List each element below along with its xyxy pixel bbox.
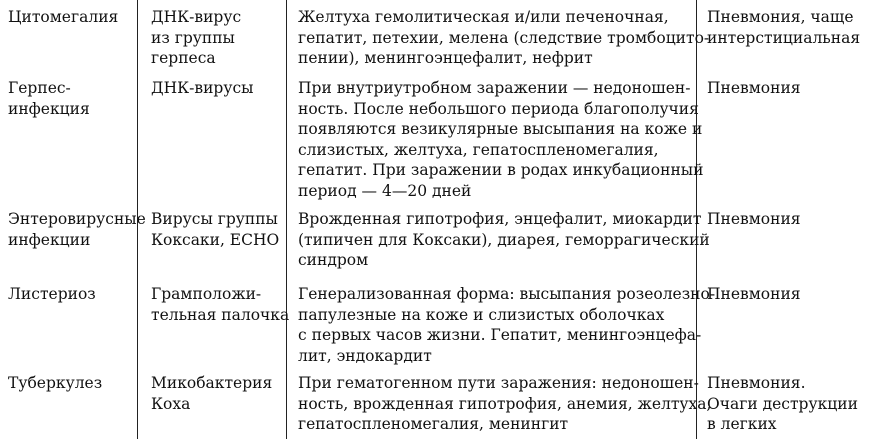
lungs-text: Пневмония xyxy=(707,210,801,228)
manifestations-text: период — 4—20 дней xyxy=(298,181,472,200)
manifestations-text: гепатит. При заражении в родах инкубационный xyxy=(298,161,704,179)
pathogen-text: Коха xyxy=(151,394,191,413)
pathogen-text: герпеса xyxy=(151,49,216,67)
manifestations-text: пении), менингоэнцефалит, нефрит xyxy=(298,49,593,67)
lungs-cell xyxy=(707,7,860,48)
disease-text: Герпес- xyxy=(8,79,71,97)
manifestations-text: Врожденная гипотрофия, энцефалит, миокардит xyxy=(298,210,702,228)
pathogen-text: тельная палочка xyxy=(151,305,290,324)
pathogen-cell xyxy=(151,209,279,250)
disease-text: Листериоз xyxy=(8,285,96,303)
pathogen-cell xyxy=(151,78,253,99)
disease-text: инфекция xyxy=(8,99,90,118)
disease-text: Туберкулез xyxy=(8,374,103,392)
manifestations-text: ность. После небольшого периода благополучия xyxy=(298,99,699,118)
pathogen-text: ДНК-вирусы xyxy=(151,79,254,97)
pathogen-cell xyxy=(151,7,241,69)
disease-text: Энтеровирусные xyxy=(8,210,146,228)
column-divider xyxy=(286,0,287,439)
pathogen-text: из группы xyxy=(151,28,235,47)
manifestations-text: слизистых, желтуха, гепатоспленомегалия, xyxy=(298,140,659,159)
lungs-text: Пневмония, чаще xyxy=(707,8,854,26)
manifestations-text: При гематогенном пути заражения: недоношен- xyxy=(298,374,699,392)
pathogen-cell xyxy=(151,373,272,414)
manifestations-cell xyxy=(298,209,710,271)
lungs-cell xyxy=(707,209,801,230)
disease-cell xyxy=(8,284,96,305)
pathogen-text: Микобактерия xyxy=(151,374,273,392)
manifestations-cell xyxy=(298,284,715,366)
manifestations-cell xyxy=(298,78,703,201)
disease-text: инфекции xyxy=(8,230,91,249)
lungs-text: Пневмония xyxy=(707,79,801,97)
lungs-cell xyxy=(707,78,801,99)
pathogen-text: Грамположи- xyxy=(151,285,262,303)
pathogen-text: ДНК-вирус xyxy=(151,8,242,26)
manifestations-text: папулезные на коже и слизистых оболочках xyxy=(298,305,665,324)
lungs-text: в легких xyxy=(707,415,777,433)
manifestations-text: При внутриутробном заражении — недоношен- xyxy=(298,79,691,97)
lungs-text: Пневмония xyxy=(707,285,801,303)
manifestations-text: Желтуха гемолитическая и/или печеночная, xyxy=(298,8,669,26)
disease-cell xyxy=(8,7,118,28)
lungs-cell xyxy=(707,373,858,435)
manifestations-text: гепатит, петехии, мелена (следствие тромбоцито- xyxy=(298,28,710,47)
manifestations-text: лит, эндокардит xyxy=(298,346,432,365)
manifestations-cell xyxy=(298,373,711,435)
lungs-cell xyxy=(707,284,801,305)
pathogen-cell xyxy=(151,284,289,325)
manifestations-text: синдром xyxy=(298,251,369,269)
manifestations-cell xyxy=(298,7,709,69)
lungs-text: Очаги деструкции xyxy=(707,394,858,413)
manifestations-text: с первых часов жизни. Гепатит, менингоэнцефа- xyxy=(298,326,702,344)
disease-cell xyxy=(8,373,102,394)
disease-cell xyxy=(8,209,146,250)
disease-text: Цитомегалия xyxy=(8,8,119,26)
pathogen-text: Коксаки, ЕСНО xyxy=(151,230,280,249)
lungs-text: Пневмония. xyxy=(707,374,806,392)
manifestations-text: появляются везикулярные высыпания на коже и xyxy=(298,120,703,138)
manifestations-text: Генерализованная форма: высыпания розеолезно- xyxy=(298,285,716,303)
pathogen-text: Вирусы группы xyxy=(151,210,278,228)
lungs-text: интерстициальная xyxy=(707,28,861,47)
manifestations-text: (типичен для Коксаки), диарея, геморрагический xyxy=(298,230,710,249)
manifestations-text: ность, врожденная гипотрофия, анемия, желтуха, xyxy=(298,394,712,413)
disease-cell xyxy=(8,78,90,119)
manifestations-text: гепатоспленомегалия, менингит xyxy=(298,415,569,433)
